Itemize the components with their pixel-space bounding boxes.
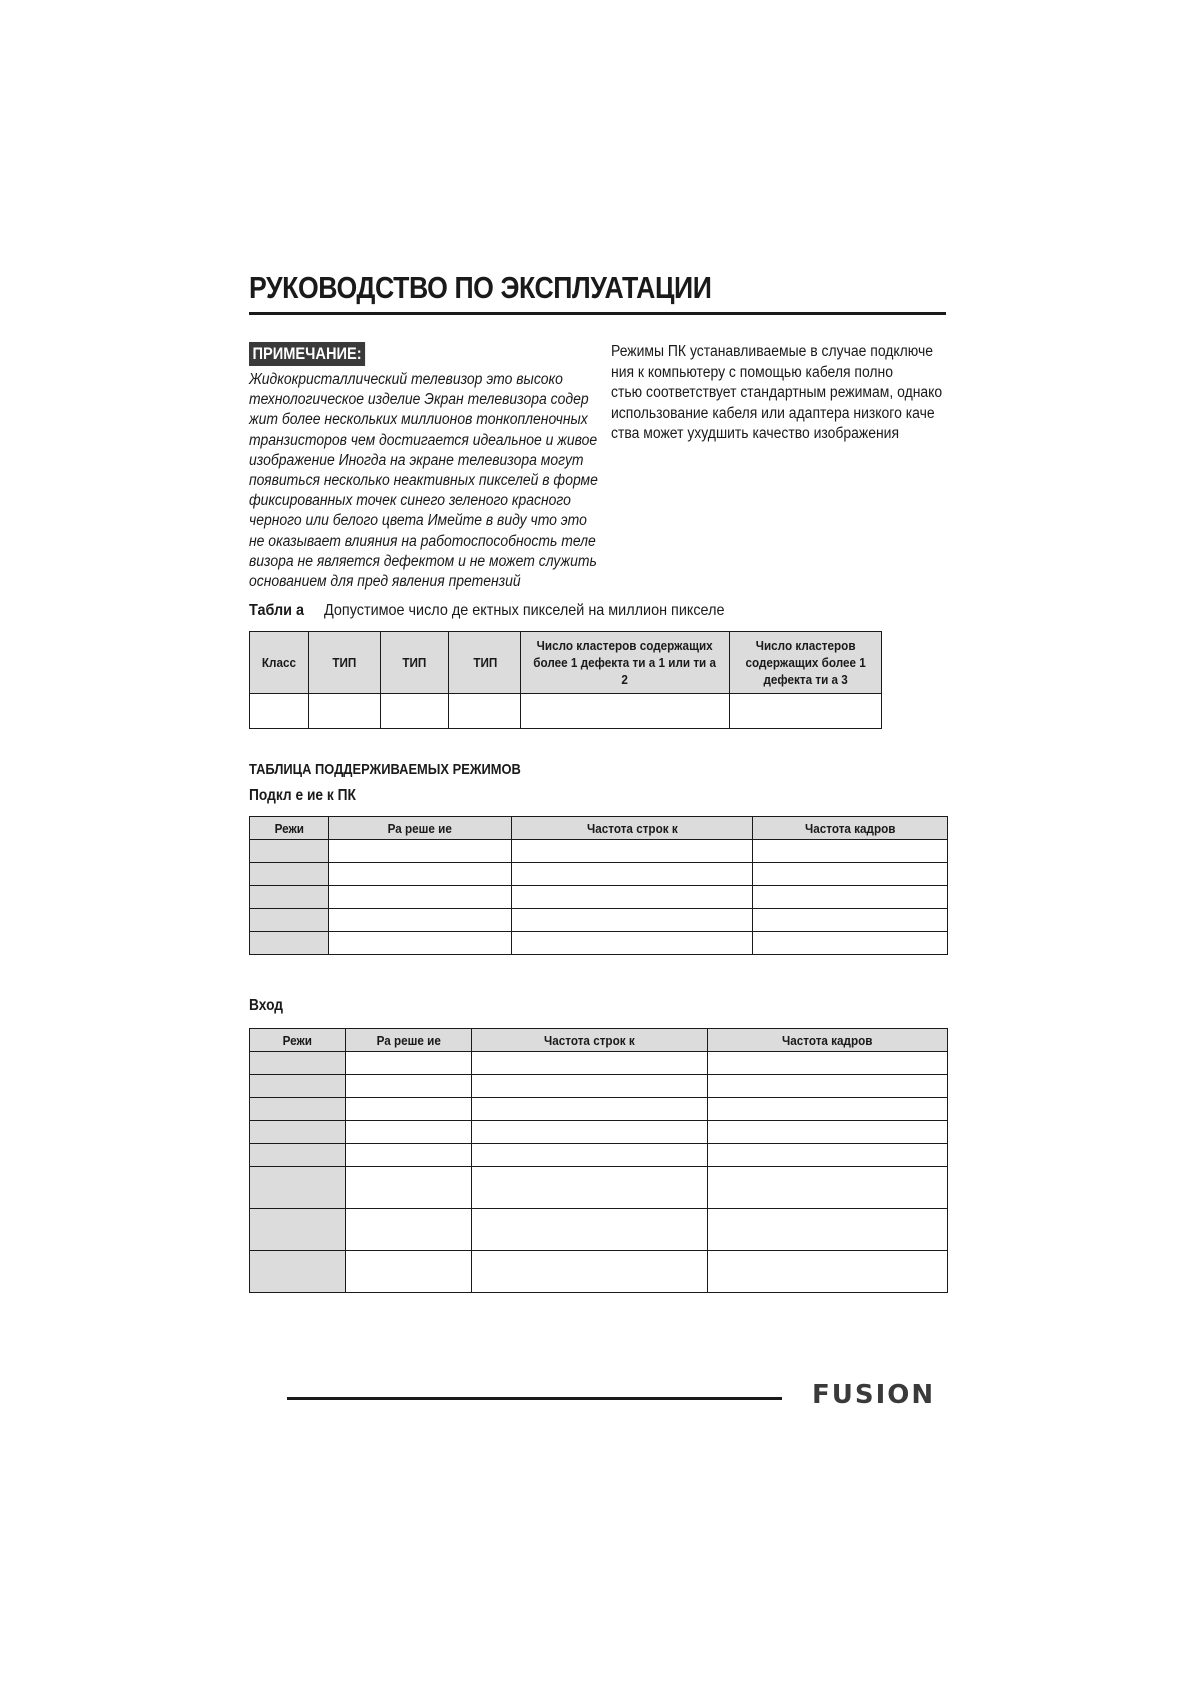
mode-cell [250,1121,346,1144]
modes-section-title: ТАБЛИЦА ПОДДЕРЖИВАЕМЫХ РЕЖИМОВ [249,761,521,778]
mode-cell [250,840,329,863]
table-row [250,1144,948,1167]
table-row [250,1098,948,1121]
table-row [250,840,948,863]
table-row [250,886,948,909]
input-table-title: Вход [249,997,284,1014]
table-cell [346,1052,472,1075]
table-cell [708,1075,948,1098]
note-line: технологическое изделие Экран телевизора содер [249,391,589,409]
mode-cell [250,1167,346,1209]
table-cell [512,932,753,955]
paragraph-line: ния к компьютеру с помощью кабеля полно [611,363,894,381]
table-cell [708,1209,948,1251]
table-cell [472,1251,708,1293]
note-line: основанием для пред явления претензий [249,573,521,591]
table-row [250,1167,948,1209]
mode-cell [250,1098,346,1121]
brand-logo: FUSION [812,1380,936,1410]
mode-cell [250,909,329,932]
header-frame-rate: Частота кадров [708,1029,948,1052]
table-cell [346,1167,472,1209]
pc-modes-paragraph [611,342,951,445]
table-row [250,1121,948,1144]
table-cell [753,863,948,886]
table-cell [753,840,948,863]
table-row [250,1075,948,1098]
table-cell [346,1121,472,1144]
caption-text: Допустимое число де ектных пикселей на миллион пикселе [324,602,725,619]
note-label: ПРИМЕЧАНИЕ: [249,342,365,366]
caption-label: Табли а [249,602,304,619]
table-row [250,1052,948,1075]
mode-cell [250,1075,346,1098]
header-mode: Режи [250,1029,346,1052]
table-row [250,694,882,729]
table-cell [329,886,512,909]
header-class: Класс [250,632,309,694]
table-cell [472,1209,708,1251]
header-clusters-type-1-2: Число кластеров содержащих более 1 дефекта ти а 1 или ти а 2 [521,632,729,694]
table-cell [512,909,753,932]
note-line: не оказывает влияния на работоспособность теле [249,532,596,550]
table-cell [329,909,512,932]
table-cell [346,1098,472,1121]
table-cell [346,1075,472,1098]
header-type-3: ТИП [449,632,521,694]
table-cell [753,886,948,909]
table-cell [708,1052,948,1075]
note-line: изображение Иногда на экране телевизора могут [249,451,584,469]
table-cell [512,840,753,863]
table-cell [346,1209,472,1251]
defect-table-caption [249,602,724,620]
header-clusters-type-3: Число кластеров содержащих более 1 дефекта ти а 3 [729,632,881,694]
table-cell [449,694,521,729]
defect-pixels-table [249,631,882,729]
table-row [250,909,948,932]
table-cell [329,932,512,955]
table-row [250,1251,948,1293]
mode-cell [250,863,329,886]
header-mode: Режи [250,817,329,840]
table-cell [381,694,449,729]
title-divider [249,312,946,315]
table-cell [346,1144,472,1167]
note-line: транзисторов чем достигается идеальное и живое [249,431,598,449]
table-cell [250,694,309,729]
table-cell [472,1144,708,1167]
mode-cell [250,1052,346,1075]
table-cell [309,694,381,729]
table-cell [472,1075,708,1098]
note-line: появиться несколько неактивных пикселей в форме [249,472,598,490]
header-resolution: Ра реше ие [329,817,512,840]
table-cell [729,694,881,729]
table-cell [753,909,948,932]
mode-cell [250,1144,346,1167]
header-line-frequency: Частота строк к [512,817,753,840]
footer-divider [287,1397,782,1400]
page-title: РУКОВОДСТВО ПО ЭКСПЛУАТАЦИИ [249,270,712,305]
header-frame-rate: Частота кадров [753,817,948,840]
table-cell [521,694,729,729]
note-text [249,370,598,592]
paragraph-line: Режимы ПК устанавливаемые в случае подключе [611,343,934,360]
note-line: черного или белого цвета Имейте в виду что это [249,512,587,530]
table-cell [472,1052,708,1075]
table-cell [329,840,512,863]
paragraph-line: стью соответствует стандартным режимам, однако [611,384,943,401]
paragraph-line: ства может ухудшить качество изображения [611,425,900,442]
header-type-2: ТИП [381,632,449,694]
table-cell [708,1121,948,1144]
table-cell [472,1098,708,1121]
table-cell [472,1121,708,1144]
note-line: жит более нескольких миллионов тонкопленочных [249,411,588,429]
header-line-frequency: Частота строк к [472,1029,708,1052]
table-cell [708,1098,948,1121]
table-cell [708,1144,948,1167]
mode-cell [250,932,329,955]
note-line: визора не является дефектом и не может служить [249,552,597,570]
table-row [250,932,948,955]
note-line: фиксированных точек синего зеленого красного [249,492,571,510]
table-row [250,1209,948,1251]
table-cell [512,863,753,886]
table-cell [753,932,948,955]
header-resolution: Ра реше ие [346,1029,472,1052]
table-cell [708,1251,948,1293]
table-cell [329,863,512,886]
mode-cell [250,1251,346,1293]
mode-cell [250,1209,346,1251]
table-cell [472,1167,708,1209]
table-cell [708,1167,948,1209]
note-line: Жидкокристаллический телевизор это высоко [249,371,563,388]
table-cell [346,1251,472,1293]
input-modes-table [249,1028,948,1293]
mode-cell [250,886,329,909]
paragraph-line: использование кабеля или адаптера низкого каче [611,404,935,422]
pc-table-title: Подкл е ие к ПК [249,787,356,804]
header-type-1: ТИП [309,632,381,694]
pc-modes-table [249,816,948,955]
table-row [250,863,948,886]
table-cell [512,886,753,909]
